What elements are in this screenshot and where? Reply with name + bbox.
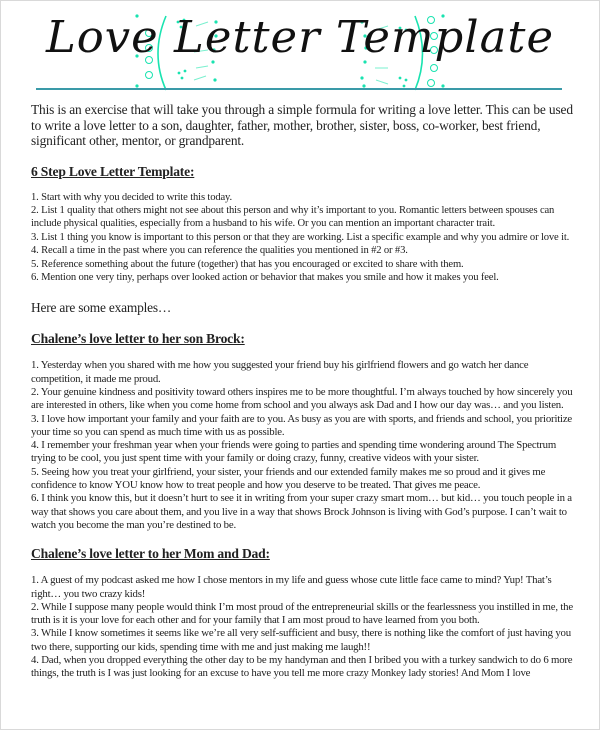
- list-item: 4. Recall a time in the past where you can reference the qualities you mentioned in #2 or #3.: [31, 245, 408, 257]
- list-item: 2. List 1 quality that others might not see about this person and why it’s important to you. Romantic letters between spouses can include physical qualities, especially from a husband to his wife. Or you can mention an important character trait.: [31, 204, 555, 230]
- list-item: 2. Your genuine kindness and positivity toward others inspires me to be more thoughtful. I’m always touched by how sincerely you are interested in others, like when you come home from school and you always ask Dad and I how our day was… and you listen.: [31, 385, 573, 412]
- template-heading: 6 Step Love Letter Template:: [31, 163, 195, 179]
- title-divider: [36, 88, 562, 90]
- document-title: Love Letter Template: [45, 12, 555, 63]
- examples-intro: Here are some examples…: [31, 300, 172, 316]
- son-letter-list: [31, 359, 576, 532]
- parents-letter-heading: Chalene’s love letter to her Mom and Dad:: [31, 546, 270, 562]
- intro-paragraph: This is an exercise that will take you through a simple formula for writing a love letter. This can be used to write a love letter to a son, daughter, father, mother, brother, sister, boss, co-worker, best friend, significant other, mentor, or grandparent.: [31, 102, 573, 148]
- list-item: 6. I think you know this, but it doesn’t hurt to see it in writing from your super crazy smart mom… but kid… you touch people in a way that shows you care about them, and you live in a way that shows Brock Johnson is living with God’s purpose. I can’t wait to watch you become the man you’re destined to be.: [31, 492, 572, 531]
- list-item: 4. Dad, when you dropped everything the other day to be my handyman and then I bribed you with a turkey sandwich to do 6 more things, the truth is I was just looking for an excuse to have you tell me more crazy Monkey lady stories! And Mom I love: [31, 653, 573, 680]
- template-steps-list: [31, 191, 576, 285]
- list-item: 3. While I know sometimes it seems like we’re all very self-sufficient and busy, there is nothing like the comfort of just having you two there, supporting our kids, spending time with me and just making me laugh!!: [31, 627, 571, 653]
- list-item: 3. I love how important your family and your faith are to you. As busy as you are with sports, and friends and school, you prioritize your time so you can spend as much time with us as possible.: [31, 412, 573, 438]
- son-letter-heading: Chalene’s love letter to her son Brock:: [31, 331, 245, 347]
- list-item: 1. Yesterday when you shared with me how you suggested your friend buy his girlfriend flowers and go watch her dance competition, it made me proud.: [31, 359, 529, 385]
- list-item: 5. Seeing how you treat your girlfriend, your sister, your friends and our extended family makes me so proud and it gives me confidence to know YOU know how to treat people and how you deserve to be treated. That gives me peace.: [31, 465, 546, 492]
- document-header: [0, 0, 600, 92]
- list-item: 1. Start with why you decided to write this today.: [31, 191, 233, 203]
- list-item: 4. I remember your freshman year when your friends were going to parties and spending time wondering around The Spectrum trying to be cool, you just spent time with your family or doing crazy, funny, creative videos with your sister.: [31, 439, 557, 465]
- document-body: [31, 102, 576, 681]
- parents-letter-list: [31, 574, 576, 680]
- list-item: 5. Reference something about the future (together) that has you encouraged or excited to share with them.: [31, 258, 464, 270]
- list-item: 1. A guest of my podcast asked me how I chose mentors in my life and guess whose cute little face came to mind? Yup! That’s right… you two crazy kids!: [31, 574, 552, 600]
- list-item: 2. While I suppose many people would think I’m most proud of the entrepreneurial skills or the fearlessness you instilled in me, the truth is it is your love for each other and for your family that I am most proud to have learned from you both.: [31, 600, 573, 627]
- list-item: 6. Mention one very tiny, perhaps over looked action or behavior that makes you smile and how it makes you feel.: [31, 271, 499, 283]
- list-item: 3. List 1 thing you know is important to this person or that they are working. List a specific example and why you admire or love it.: [31, 231, 570, 243]
